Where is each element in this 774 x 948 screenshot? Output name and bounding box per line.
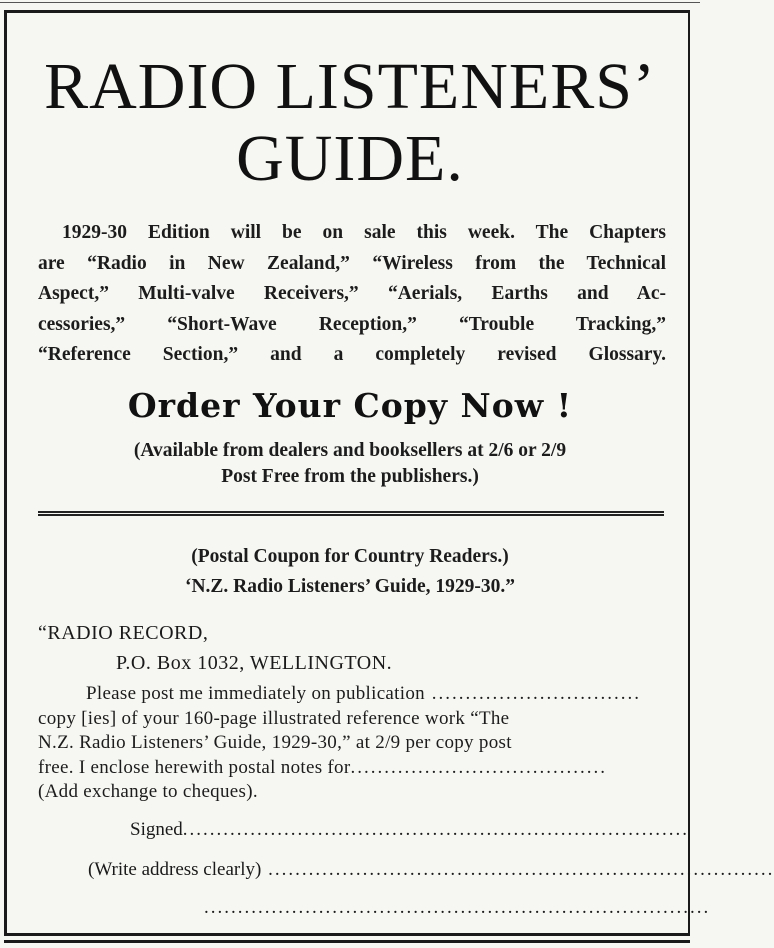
- intro-line: are “Radio in New Zealand,” “Wireless from the Technical: [38, 252, 666, 274]
- coupon-body-line: [38, 756, 664, 781]
- intro-line: 1929-30 Edition will be on sale this week. The Chapters: [62, 222, 666, 243]
- address-line-1: “RADIO RECORD,: [38, 622, 209, 644]
- availability-note: [0, 438, 700, 490]
- fill-in-dots[interactable]: ...............................: [424, 683, 641, 704]
- coupon-header: [0, 542, 700, 602]
- address-continuation-dots[interactable]: ...........................................................................: [204, 897, 711, 918]
- intro-line: Aspect,” Multi-valve Receivers,” “Aerials, Earths and Ac-: [38, 283, 666, 304]
- bottom-border-line: [4, 940, 690, 943]
- coupon-body: [38, 682, 664, 805]
- coupon-heading: (Postal Coupon for Country Readers.): [191, 546, 509, 567]
- headline-line-1: RADIO LISTENERS’: [44, 50, 656, 123]
- write-address-label: (Write address clearly): [88, 859, 262, 880]
- coupon-subheading: ‘N.Z. Radio Listeners’ Guide, 1929-30.”: [184, 576, 516, 597]
- signed-label: Signed: [130, 819, 183, 840]
- coupon-body-text: free. I enclose herewith postal notes for: [38, 756, 351, 778]
- double-rule-divider: [38, 511, 664, 516]
- coupon-body-line: N.Z. Radio Listeners’ Guide, 1929-30,” at 2/9 per copy post: [38, 732, 512, 753]
- availability-line-1: (Available from dealers and booksellers at 2/6 or 2/9: [133, 440, 567, 461]
- order-headline: Order Your Copy Now !: [127, 386, 573, 425]
- availability-line-2: Post Free from the publishers.): [221, 466, 479, 487]
- headline-line-2: GUIDE.: [236, 122, 464, 195]
- fill-in-dots[interactable]: ......................................: [350, 756, 607, 778]
- coupon-body-line: (Add exchange to cheques).: [38, 781, 258, 802]
- signed-line[interactable]: [130, 818, 690, 842]
- intro-line: cessories,” “Short-Wave Reception,” “Trouble Tracking,”: [38, 313, 666, 335]
- coupon-body-text: Please post me immediately on publication: [86, 683, 425, 704]
- signature-dots[interactable]: ...........................................................................: [182, 819, 690, 840]
- coupon-body-line: copy [ies] of your 160-page illustrated reference work “The: [38, 707, 510, 729]
- intro-line: “Reference Section,” and a completely revised Glossary.: [38, 344, 666, 365]
- write-address-line[interactable]: [88, 858, 774, 882]
- intro-paragraph: [38, 218, 666, 371]
- address-dots[interactable]: ...........................................................................: [261, 859, 774, 880]
- top-border-line: [0, 2, 700, 3]
- address-line-2: P.O. Box 1032, WELLINGTON.: [116, 652, 393, 674]
- coupon-body-line: [38, 682, 664, 707]
